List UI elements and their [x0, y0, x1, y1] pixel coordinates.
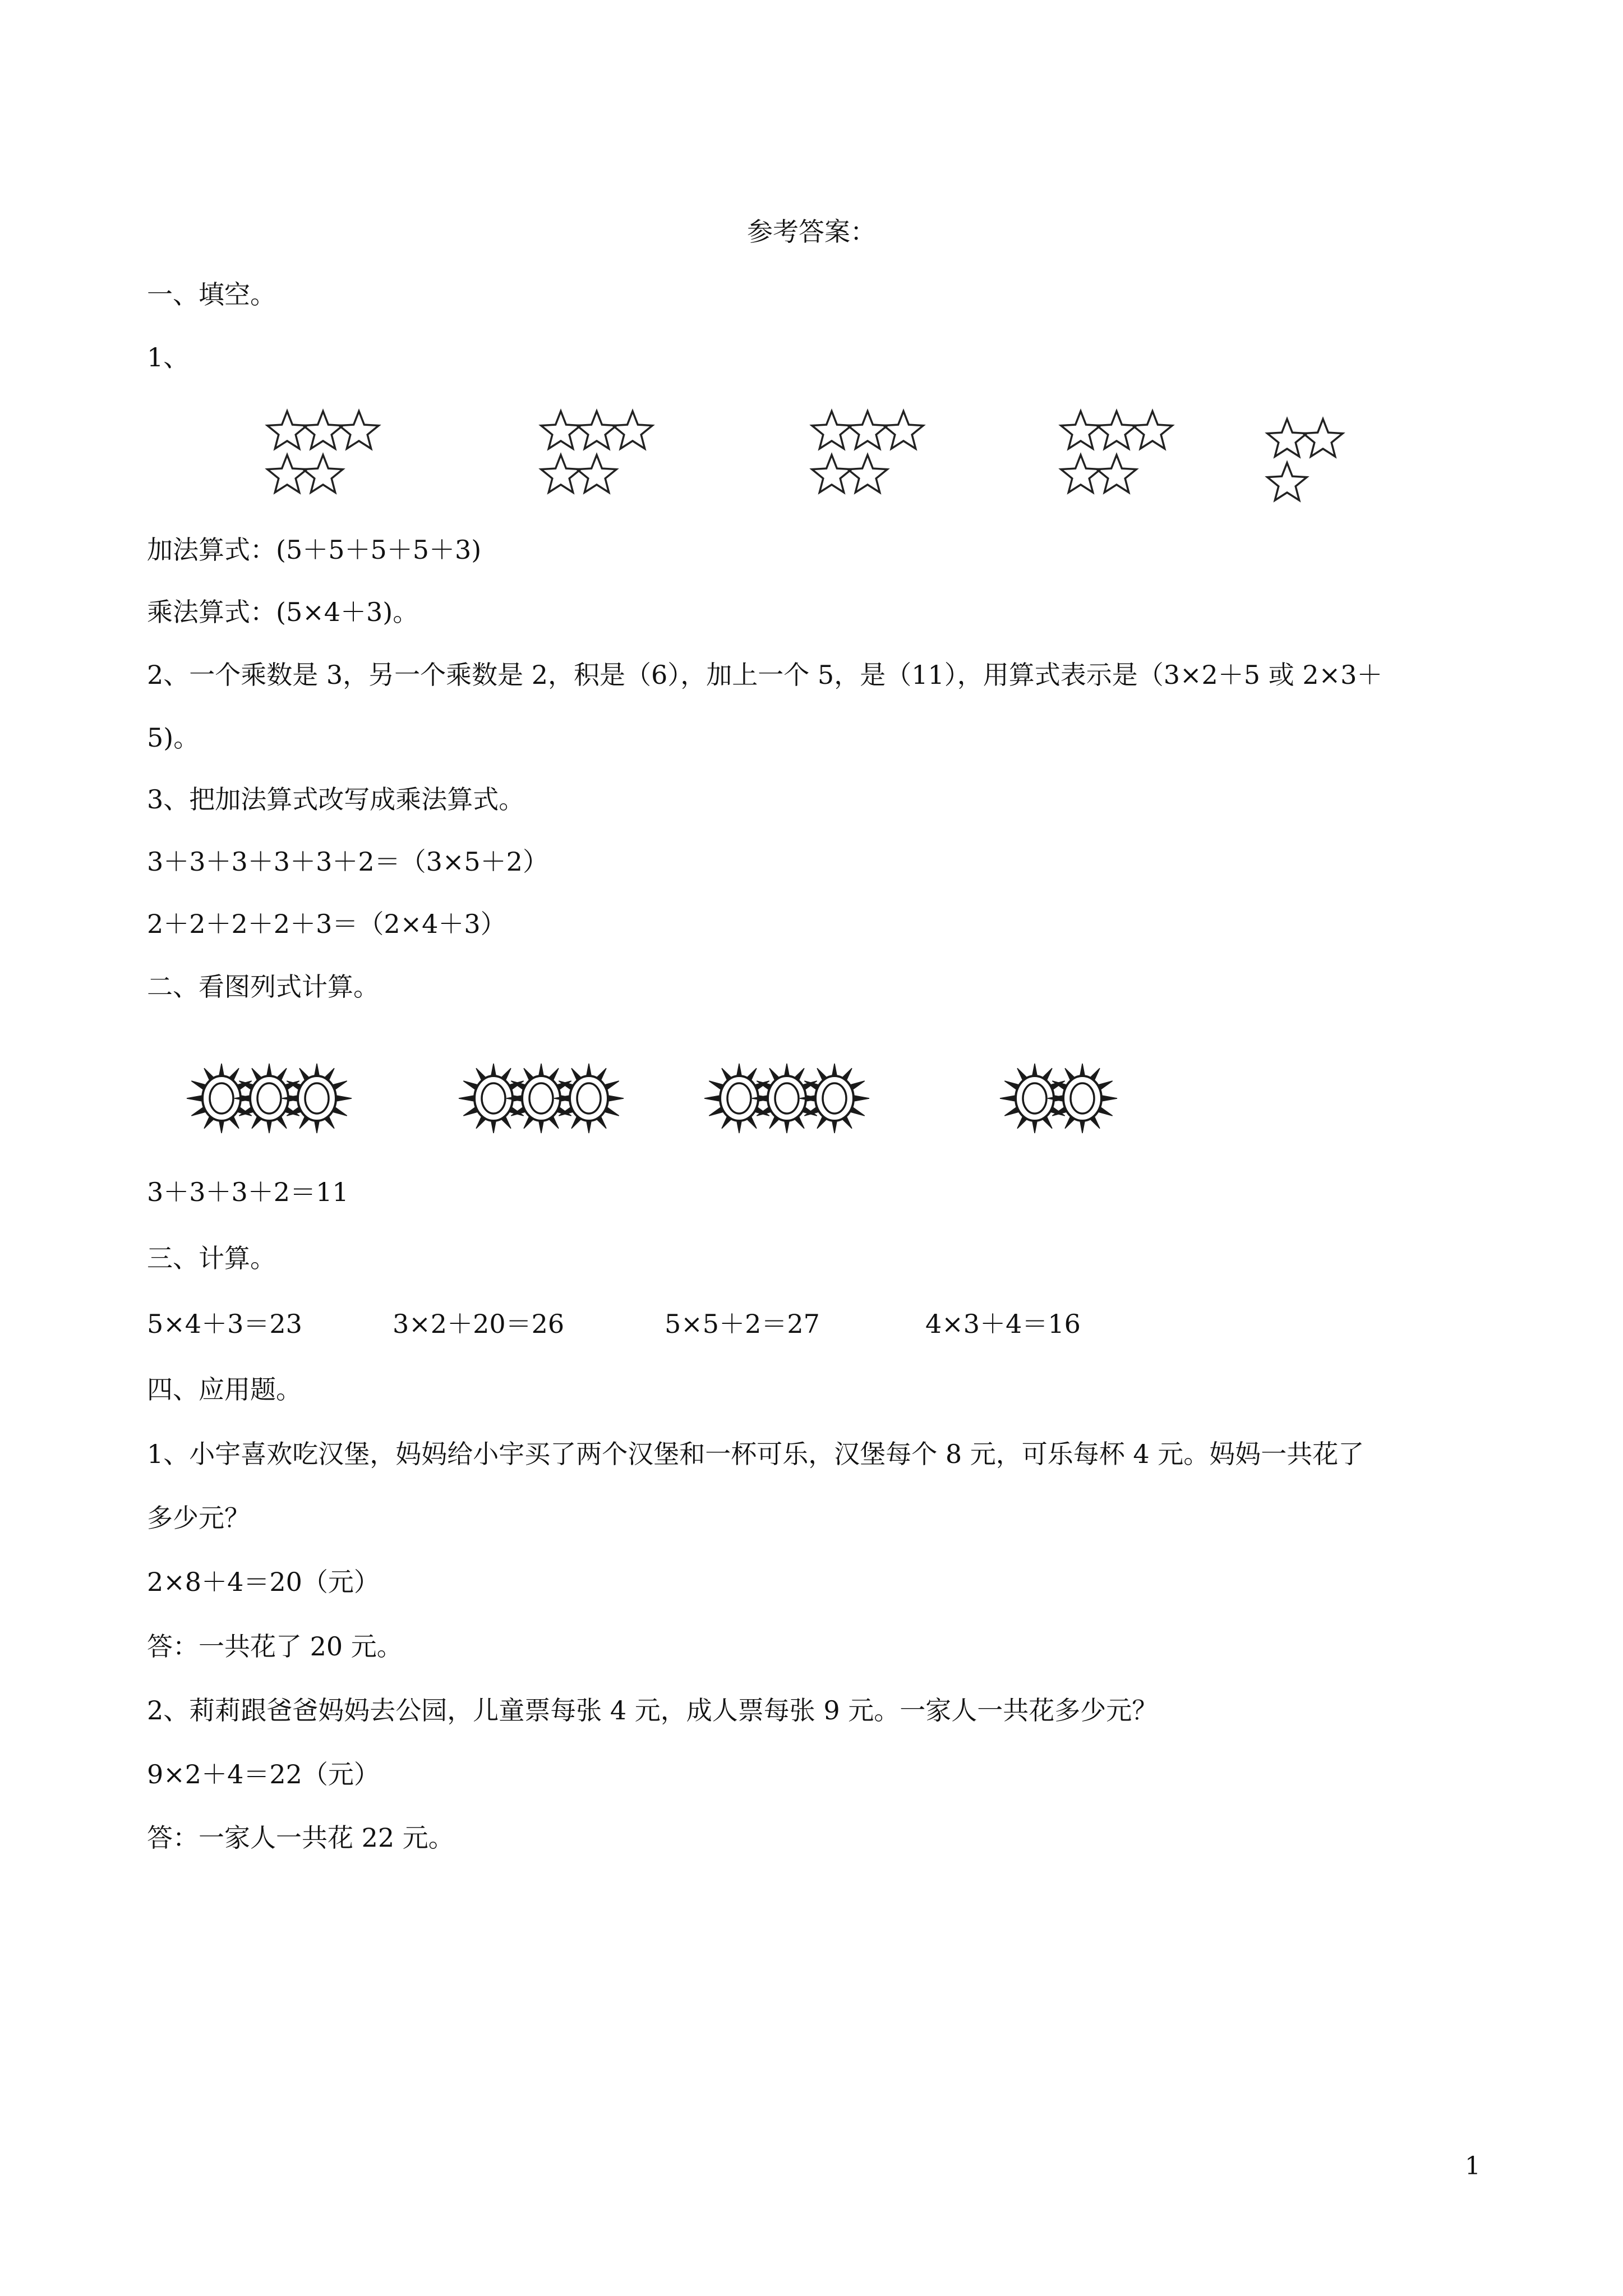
- problem-2-equation: 9×2＋4＝22（元）: [147, 1759, 380, 1789]
- star-icon: [1267, 419, 1307, 457]
- calculation-3: 5×5＋2＝27: [665, 1309, 820, 1339]
- star-icon: [1097, 411, 1136, 449]
- problem-1-equation: 2×8＋4＝20（元）: [147, 1567, 380, 1597]
- star-icon: [812, 411, 851, 449]
- star-icon: [303, 411, 343, 449]
- problem-1-answer: 答：一共花了 20 元。: [147, 1631, 403, 1662]
- star-icon: [812, 455, 851, 493]
- page-number: 1: [1465, 2152, 1481, 2180]
- star-groups-figure: [0, 387, 1623, 516]
- star-icon: [848, 411, 887, 449]
- multiplication-formula: 乘法算式：(5×4＋3)。: [147, 597, 419, 627]
- star-icon: [613, 411, 652, 449]
- star-icon: [1061, 455, 1100, 493]
- star-icon: [1097, 455, 1136, 493]
- section-2-equation: 3＋3＋3＋2＝11: [147, 1177, 349, 1207]
- star-icon: [848, 455, 887, 493]
- calculation-2: 3×2＋20＝26: [393, 1309, 565, 1339]
- question-3-equation-2: 2＋2＋2＋2＋3＝（2×4＋3）: [147, 909, 506, 939]
- question-1-label: 1、: [147, 342, 190, 372]
- problem-2-answer: 答：一家人一共花 22 元。: [147, 1823, 454, 1853]
- star-icon: [339, 411, 379, 449]
- star-icon: [1267, 463, 1307, 500]
- problem-2-question: 2、莉莉跟爸爸妈妈去公园，儿童票每张 4 元，成人票每张 9 元。一家人一共花多少元？: [147, 1695, 1158, 1726]
- star-icon: [577, 411, 616, 449]
- addition-formula: 加法算式：(5＋5＋5＋5＋3): [147, 535, 482, 565]
- star-icon: [884, 411, 923, 449]
- question-3-equation-1: 3＋3＋3＋3＋3＋2＝（3×5＋2）: [147, 846, 548, 877]
- section-2-heading: 二、看图列式计算。: [147, 972, 379, 1002]
- star-icon: [1061, 411, 1100, 449]
- calculation-4: 4×3＋4＝16: [925, 1309, 1081, 1339]
- section-4-heading: 四、应用题。: [147, 1374, 302, 1405]
- section-1-heading: 一、填空。: [147, 279, 276, 310]
- star-icon: [577, 455, 616, 493]
- sun-icon: [1048, 1064, 1117, 1133]
- page-title: 参考答案：: [747, 217, 876, 247]
- sun-icon: [554, 1064, 624, 1133]
- question-2-line-1: 2、一个乘数是 3，另一个乘数是 2，积是（6），加上一个 5，是（11），用算式表示是（3×2＋5 或 2×3＋: [147, 660, 1383, 690]
- star-icon: [1303, 419, 1343, 457]
- question-2-line-2: 5)。: [147, 723, 200, 753]
- star-icon: [1133, 411, 1172, 449]
- sun-groups-figure: [0, 1055, 1623, 1144]
- star-icon: [268, 455, 307, 493]
- problem-1-line-2: 多少元？: [147, 1503, 250, 1533]
- star-icon: [268, 411, 307, 449]
- sun-icon: [800, 1064, 869, 1133]
- star-icon: [541, 411, 580, 449]
- calculation-1: 5×4＋3＝23: [147, 1309, 302, 1339]
- problem-1-line-1: 1、小宇喜欢吃汉堡，妈妈给小宇买了两个汉堡和一杯可乐，汉堡每个 8 元，可乐每杯 4 元。妈妈一共花了: [147, 1439, 1364, 1469]
- star-icon: [303, 455, 343, 493]
- section-3-heading: 三、计算。: [147, 1243, 276, 1273]
- question-3-title: 3、把加法算式改写成乘法算式。: [147, 784, 525, 815]
- star-icon: [541, 455, 580, 493]
- sun-icon: [282, 1064, 352, 1133]
